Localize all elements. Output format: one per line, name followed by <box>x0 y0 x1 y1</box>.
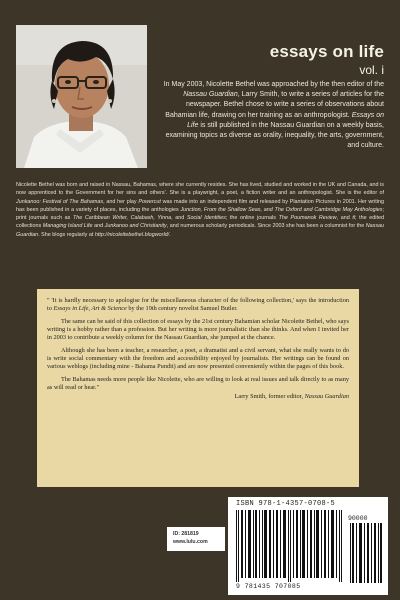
bio-emphasis: Managing Island Life <box>42 223 93 230</box>
quote-paragraph: The Bahamas needs more people like Nicolette, who are willing to look at real issues and talk directly to as many as will read or hear." <box>47 375 349 392</box>
bio-text: . <box>169 231 171 238</box>
bio-text: was made into an independent film and released by Plantation Pictures in 2001. Her writing has been published in a variety of places, including the anthologies <box>16 198 384 213</box>
intro-text: In May 2003, Nicolette Bethel was approached by the then editor of the <box>163 81 384 88</box>
author-photo <box>16 25 147 168</box>
bio-text: ; print journals such as <box>16 206 384 222</box>
endorsement-quote <box>47 297 349 402</box>
bio-emphasis: Social Identities <box>186 215 226 222</box>
bio-emphasis: Powercut <box>138 198 161 205</box>
bio-emphasis: Junkanoo: Festival of The Bahamas <box>16 198 104 205</box>
isbn-text: ISBN 978-1-4357-0708-5 <box>236 500 336 508</box>
bio-text: , and her play <box>103 198 139 205</box>
publisher-id: ID: 281819 <box>173 531 199 537</box>
quote-paragraph: The same can be said of this collection of essays by the 21st century Bahamian scholar Nicolette Bethel, who says writing is a hobby rather than a profession. But her writing is more journalistic than she thinks. And when I invited her in 2003 to contribute a weekly column for the Nassau Guardian, she jumped at the chance. <box>47 317 349 342</box>
isbn-barcode <box>228 497 388 595</box>
quote-emphasis: Essays in Life, Art & Science <box>53 305 127 313</box>
volume-label: vol. i <box>359 63 384 77</box>
bio-emphasis: The Poumanok Review <box>278 215 337 222</box>
intro-text: is still published in the Nassau Guardian on a weekly basis, examining topics as diverse as orality, inequality, the arts, government, and culture. <box>165 121 384 150</box>
bio-text: . She blogs regularly at <box>38 231 95 238</box>
book-title: essays on life <box>269 42 384 61</box>
attribution-text: Larry Smith, former editor, <box>234 393 305 401</box>
bio-text: , and <box>336 215 353 222</box>
barcode-digits: 9 781435 707085 <box>236 583 301 590</box>
bio-text: Nicolette Bethel was born and raised in Nassau, Bahamas, where she currently resides. She has lived, studied and worked in the UK and Canada, and is now apprenticed to the Government for her sins and others'. She is a playwright, a poet, a fiction writer and an anthropologist. She is the editor of <box>16 182 384 197</box>
quote-text: " 'It is hardly necessary to apologise for the miscellaneous character of the following collection,' says the introduction to <box>47 297 349 313</box>
intro-emphasis: Essays on Life <box>187 111 384 129</box>
bio-text: ; the edited collections <box>16 215 384 230</box>
bio-emphasis: http://nicolettebethel.blogworld/ <box>94 231 170 238</box>
quote-text: by the 19th century novelist Samuel Butler. <box>126 305 238 313</box>
attribution-emphasis: Nassau Guardian <box>304 393 349 401</box>
bio-emphasis: Junkanoo and Christianity <box>104 223 167 230</box>
bio-emphasis: The Caribbean Writer, Calabash, Yinna <box>72 215 172 222</box>
quote-paragraph: Although she has been a teacher, a researcher, a poet, a dramatist and a civil servant, what she really wants to do is write social commentary with the freedom and accessibility enjoyed by journalists. Her writings can be found on various weblogs (including mine - Bahama Pundit) and are now presented conveniently within the pages of this book. <box>47 346 349 371</box>
intro-blurb <box>160 80 384 151</box>
publisher-url: www.lulu.com <box>173 539 208 545</box>
bio-text: and <box>92 223 105 230</box>
intro-emphasis: Nassau Guardian <box>183 91 238 99</box>
bio-text: , and <box>171 215 187 222</box>
quote-attribution <box>47 393 349 401</box>
author-portrait-image <box>16 25 147 168</box>
publisher-label <box>167 527 225 551</box>
price-barcode-icon <box>350 523 382 583</box>
bio-emphasis: tl <box>352 215 356 222</box>
endorsement-panel <box>37 289 359 487</box>
barcode-bars-icon <box>236 510 344 582</box>
price-code: 90000 <box>348 515 368 522</box>
bio-emphasis: Junction, From the Shallow Seas, and The Oxford and Cambridge May Anthologies <box>180 206 383 213</box>
quote-paragraph <box>47 297 349 314</box>
bio-text: , and numerous scholarly periodicals. Since 2003 she has been a columnist for the <box>166 223 366 230</box>
intro-text: , Larry Smith, to write a series of articles for the newspaper. Bethel chose to write a series of observations about Bahamian life, drawing on her training as an anthropologist. <box>165 91 384 119</box>
author-bio <box>16 181 384 239</box>
bio-text: ; the online journals <box>225 215 279 222</box>
bio-emphasis: Nassau Guardian <box>16 223 385 238</box>
